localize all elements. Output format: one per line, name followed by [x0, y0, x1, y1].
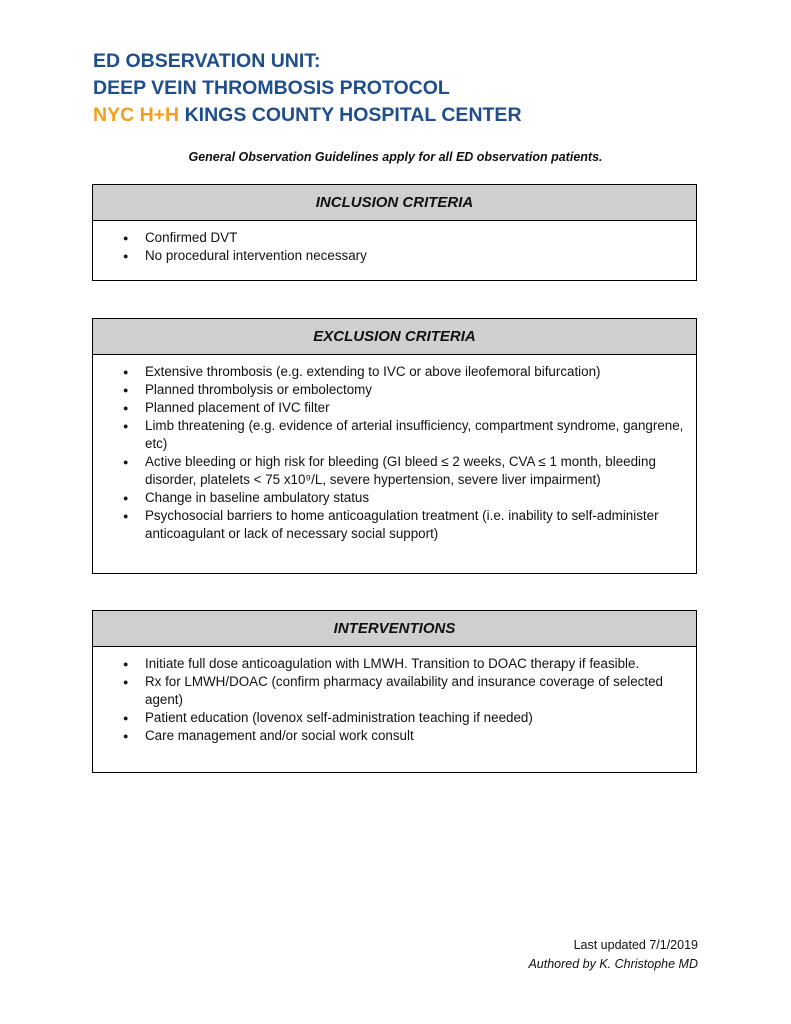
exclusion-criteria-header: EXCLUSION CRITERIA	[93, 319, 696, 355]
interventions-header: INTERVENTIONS	[93, 611, 696, 647]
list-item: ● Active bleeding or high risk for bleeding (GI bleed ≤ 2 weeks, CVA ≤ 1 month, bleeding disorder, platelets < 75 x10⁹/L, severe hypertension, severe liver impairment)	[123, 453, 686, 489]
title-line-3	[93, 102, 522, 129]
title-line-1: ED OBSERVATION UNIT:	[93, 50, 321, 72]
inclusion-criteria-box	[92, 184, 697, 281]
interventions-box	[92, 610, 697, 773]
list-item: ● Planned placement of IVC filter	[123, 399, 686, 417]
list-item: ● Limb threatening (e.g. evidence of arterial insufficiency, compartment syndrome, gangrene, etc)	[123, 417, 686, 453]
list-item: ● Extensive thrombosis (e.g. extending to IVC or above ileofemoral bifurcation)	[123, 363, 686, 381]
exclusion-criteria-list	[123, 363, 686, 543]
interventions-list	[123, 655, 686, 745]
list-item: ● Planned thrombolysis or embolectomy	[123, 381, 686, 399]
inclusion-criteria-list	[123, 229, 686, 265]
document-title	[93, 48, 522, 129]
list-item: ● Patient education (lovenox self-administration teaching if needed)	[123, 709, 686, 727]
list-item: ● No procedural intervention necessary	[123, 247, 686, 265]
list-item: ● Change in baseline ambulatory status	[123, 489, 686, 507]
author-credit: Authored by K. Christophe MD	[528, 957, 698, 971]
title-line-2: DEEP VEIN THROMBOSIS PROTOCOL	[93, 77, 450, 99]
inclusion-criteria-header: INCLUSION CRITERIA	[93, 185, 696, 221]
list-item: ● Rx for LMWH/DOAC (confirm pharmacy availability and insurance coverage of selected agent)	[123, 673, 686, 709]
guidelines-note: General Observation Guidelines apply for all ED observation patients.	[188, 150, 603, 164]
list-item: ● Psychosocial barriers to home anticoagulation treatment (i.e. inability to self-administer anticoagulant or lack of necessary social support)	[123, 507, 686, 543]
exclusion-criteria-box	[92, 318, 697, 574]
list-item: ● Initiate full dose anticoagulation with LMWH. Transition to DOAC therapy if feasible.	[123, 655, 686, 673]
list-item: ● Care management and/or social work consult	[123, 727, 686, 745]
title-hospital-name: KINGS COUNTY HOSPITAL CENTER	[179, 104, 522, 126]
last-updated: Last updated 7/1/2019	[573, 938, 698, 952]
list-item: ● Confirmed DVT	[123, 229, 686, 247]
title-org-prefix: NYC H+H	[93, 104, 180, 126]
